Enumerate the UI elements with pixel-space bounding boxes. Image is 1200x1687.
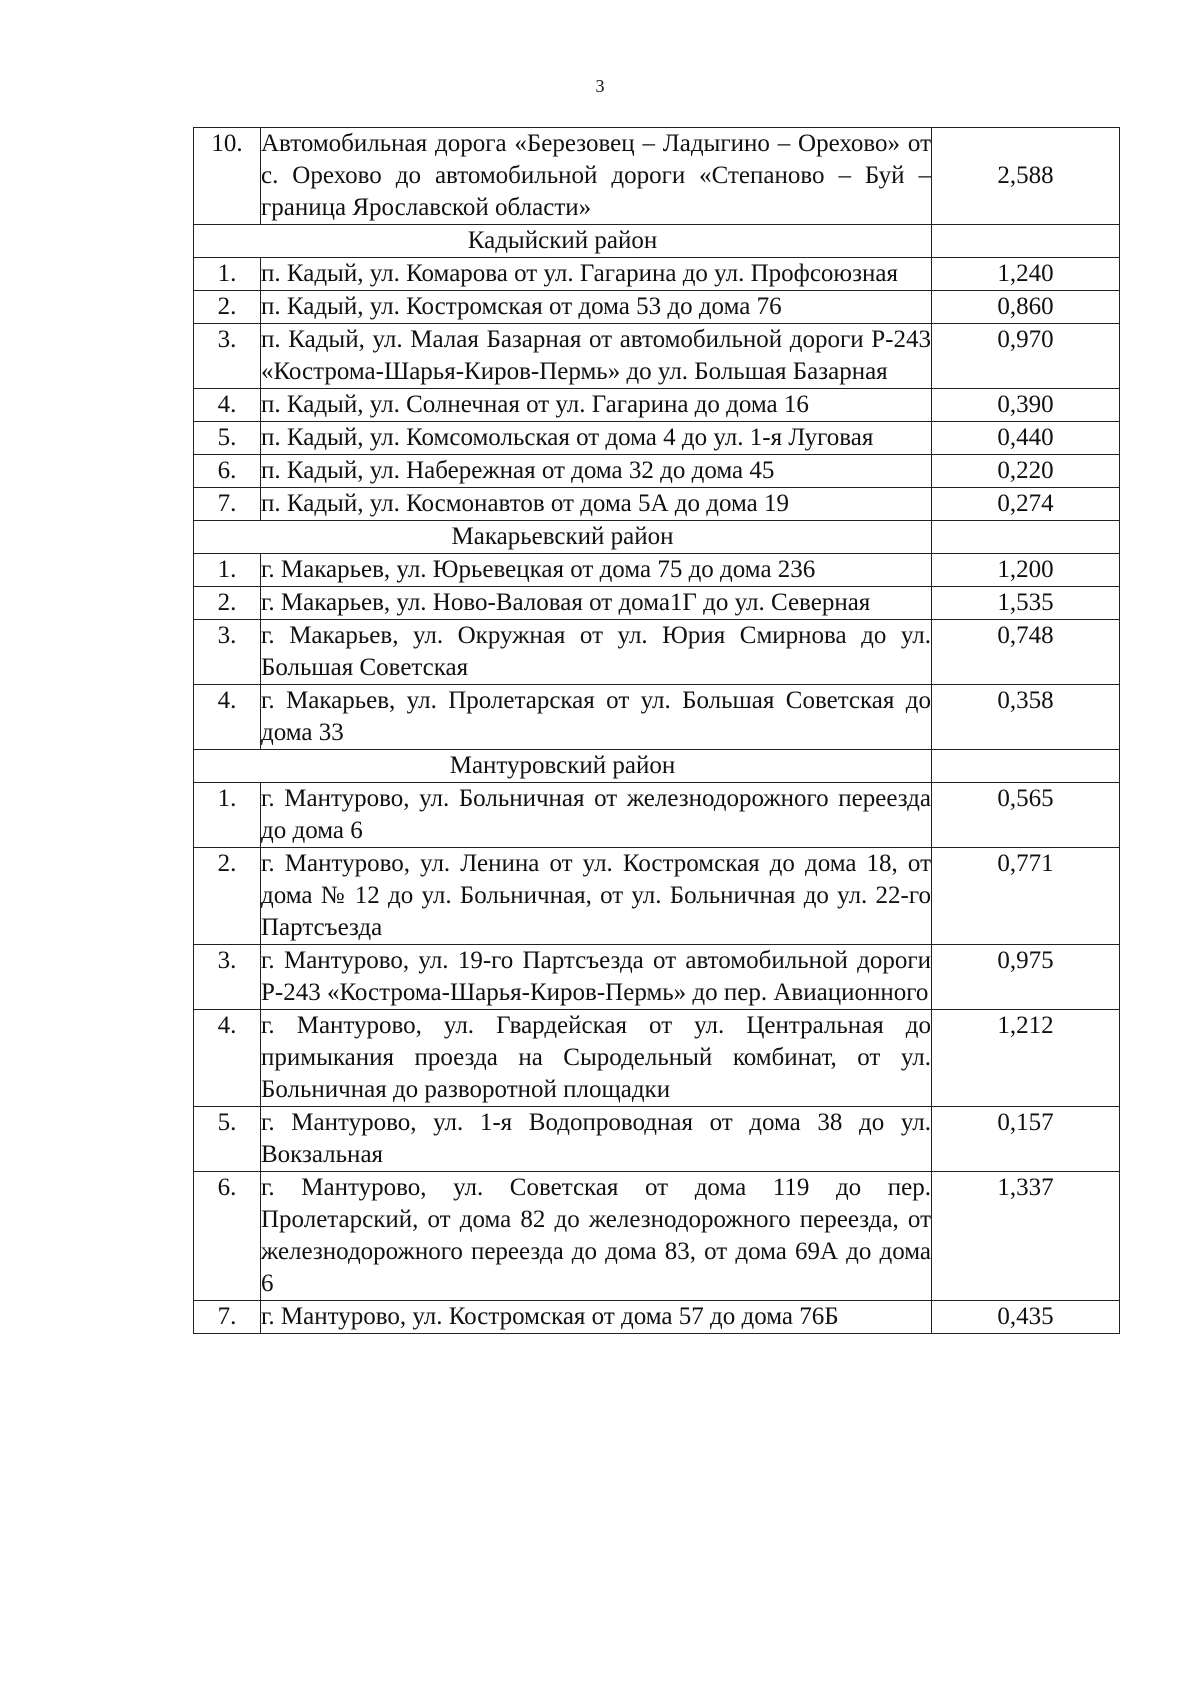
road-description: г. Макарьев, ул. Ново-Валовая от дома1Г до ул. Северная xyxy=(261,587,932,620)
road-row xyxy=(194,620,1120,685)
district-name: Мантуровский район xyxy=(194,750,932,783)
roads-table xyxy=(193,127,1120,1334)
road-length: 1,212 xyxy=(932,1010,1120,1107)
road-row xyxy=(194,455,1120,488)
road-row xyxy=(194,945,1120,1010)
road-row xyxy=(194,488,1120,521)
row-number: 3. xyxy=(194,324,261,389)
road-length: 0,565 xyxy=(932,783,1120,848)
roads-table-body xyxy=(194,128,1120,1334)
road-description: г. Макарьев, ул. Юрьевецкая от дома 75 до дома 236 xyxy=(261,554,932,587)
road-length: 1,240 xyxy=(932,258,1120,291)
page-number: 3 xyxy=(595,76,605,96)
row-number: 7. xyxy=(194,1301,261,1334)
road-row xyxy=(194,258,1120,291)
row-number: 4. xyxy=(194,389,261,422)
road-description: г. Мантурово, ул. Гвардейская от ул. Центральная до примыкания проезда на Сыродельный комбинат, от ул. Больничная до разворотной площадки xyxy=(261,1010,932,1107)
row-number: 6. xyxy=(194,1172,261,1301)
road-description: г. Мантурово, ул. Советская от дома 119 до пер. Пролетарский, от дома 82 до железнодорожного переезда, от железнодорожного переезда до дома 83, от дома 69А до дома 6 xyxy=(261,1172,932,1301)
row-number: 1. xyxy=(194,783,261,848)
road-length: 0,274 xyxy=(932,488,1120,521)
road-length: 0,435 xyxy=(932,1301,1120,1334)
road-description: Автомобильная дорога «Березовец – Ладыгино – Орехово» от с. Орехово до автомобильной дороги «Степаново – Буй – граница Ярославской области» xyxy=(261,128,932,225)
road-description: п. Кадый, ул. Комарова от ул. Гагарина до ул. Профсоюзная xyxy=(261,258,932,291)
road-length: 0,771 xyxy=(932,848,1120,945)
road-description: г. Мантурово, ул. 19-го Партсъезда от автомобильной дороги Р-243 «Кострома-Шарья-Киров-Пермь» до пер. Авиационного xyxy=(261,945,932,1010)
road-length: 0,975 xyxy=(932,945,1120,1010)
road-description: п. Кадый, ул. Космонавтов от дома 5А до дома 19 xyxy=(261,488,932,521)
road-description: г. Мантурово, ул. Больничная от железнодорожного переезда до дома 6 xyxy=(261,783,932,848)
road-description: п. Кадый, ул. Солнечная от ул. Гагарина до дома 16 xyxy=(261,389,932,422)
row-number: 7. xyxy=(194,488,261,521)
road-row xyxy=(194,291,1120,324)
road-description: г. Макарьев, ул. Пролетарская от ул. Большая Советская до дома 33 xyxy=(261,685,932,750)
row-number: 3. xyxy=(194,945,261,1010)
road-length: 0,860 xyxy=(932,291,1120,324)
road-row xyxy=(194,783,1120,848)
row-number: 6. xyxy=(194,455,261,488)
district-length-cell xyxy=(932,521,1120,554)
road-row xyxy=(194,1172,1120,1301)
district-header-row xyxy=(194,750,1120,783)
road-description: п. Кадый, ул. Набережная от дома 32 до дома 45 xyxy=(261,455,932,488)
row-number: 2. xyxy=(194,291,261,324)
road-length: 0,220 xyxy=(932,455,1120,488)
road-length: 0,157 xyxy=(932,1107,1120,1172)
road-description: г. Макарьев, ул. Окружная от ул. Юрия Смирнова до ул. Большая Советская xyxy=(261,620,932,685)
road-row xyxy=(194,587,1120,620)
road-length: 0,390 xyxy=(932,389,1120,422)
road-row xyxy=(194,1301,1120,1334)
district-length-cell xyxy=(932,750,1120,783)
road-row xyxy=(194,324,1120,389)
row-number: 2. xyxy=(194,848,261,945)
road-description: п. Кадый, ул. Комсомольская от дома 4 до ул. 1-я Луговая xyxy=(261,422,932,455)
road-row xyxy=(194,128,1120,225)
road-row xyxy=(194,685,1120,750)
road-row xyxy=(194,1107,1120,1172)
road-length: 0,358 xyxy=(932,685,1120,750)
district-header-row xyxy=(194,521,1120,554)
row-number: 1. xyxy=(194,554,261,587)
district-name: Кадыйский район xyxy=(194,225,932,258)
row-number: 10. xyxy=(194,128,261,225)
district-header-row xyxy=(194,225,1120,258)
road-length: 0,748 xyxy=(932,620,1120,685)
road-length: 0,440 xyxy=(932,422,1120,455)
road-description: п. Кадый, ул. Костромская от дома 53 до дома 76 xyxy=(261,291,932,324)
road-row xyxy=(194,422,1120,455)
road-description: п. Кадый, ул. Малая Базарная от автомобильной дороги Р-243 «Кострома-Шарья-Киров-Пермь» до ул. Большая Базарная xyxy=(261,324,932,389)
row-number: 2. xyxy=(194,587,261,620)
road-length: 0,970 xyxy=(932,324,1120,389)
road-length: 1,535 xyxy=(932,587,1120,620)
row-number: 1. xyxy=(194,258,261,291)
road-description: г. Мантурово, ул. Ленина от ул. Костромская до дома 18, от дома № 12 до ул. Больничная, от ул. Больничная до ул. 22-го Партсъезда xyxy=(261,848,932,945)
district-length-cell xyxy=(932,225,1120,258)
road-description: г. Мантурово, ул. Костромская от дома 57 до дома 76Б xyxy=(261,1301,932,1334)
row-number: 3. xyxy=(194,620,261,685)
road-row xyxy=(194,848,1120,945)
row-number: 5. xyxy=(194,422,261,455)
road-length: 1,200 xyxy=(932,554,1120,587)
road-length: 1,337 xyxy=(932,1172,1120,1301)
row-number: 4. xyxy=(194,1010,261,1107)
row-number: 4. xyxy=(194,685,261,750)
district-name: Макарьевский район xyxy=(194,521,932,554)
road-length: 2,588 xyxy=(932,128,1120,225)
road-row xyxy=(194,1010,1120,1107)
road-row xyxy=(194,389,1120,422)
row-number: 5. xyxy=(194,1107,261,1172)
road-row xyxy=(194,554,1120,587)
road-description: г. Мантурово, ул. 1-я Водопроводная от дома 38 до ул. Вокзальная xyxy=(261,1107,932,1172)
